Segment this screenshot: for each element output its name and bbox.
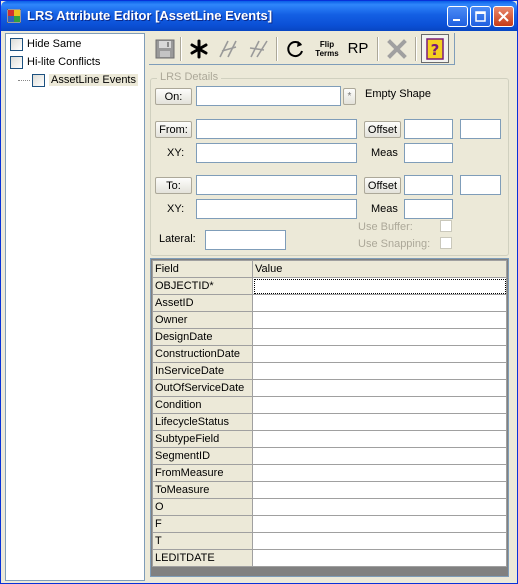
flip-terms-label: Flip Terms [315, 39, 339, 58]
attribute-table [152, 260, 507, 567]
field-name-cell: ConstructionDate [153, 346, 253, 363]
refresh-button[interactable] [282, 35, 308, 62]
on-shape-input[interactable] [196, 86, 341, 106]
field-value-cell[interactable] [253, 397, 507, 414]
field-value-cell[interactable] [253, 414, 507, 431]
field-name-cell: LEDITDATE [153, 550, 253, 567]
field-value-cell[interactable] [253, 329, 507, 346]
save-icon [155, 39, 175, 59]
from-button[interactable]: From: [155, 121, 192, 138]
lateral-input[interactable] [205, 230, 286, 250]
table-row[interactable] [153, 363, 507, 380]
field-value-cell[interactable] [253, 550, 507, 567]
flip-terms-button[interactable] [313, 35, 341, 62]
table-row[interactable] [153, 278, 507, 295]
use-buffer-label: Use Buffer: [358, 221, 413, 233]
field-name-cell: OutOfServiceDate [153, 380, 253, 397]
field-value-cell[interactable] [253, 278, 507, 295]
table-row[interactable] [153, 312, 507, 329]
maximize-button[interactable] [470, 6, 491, 27]
field-value-cell[interactable] [253, 431, 507, 448]
use-buffer-checkbox[interactable] [440, 220, 452, 232]
lrs-details-title: LRS Details [157, 71, 221, 83]
field-name-cell: DesignDate [153, 329, 253, 346]
delete-x-icon [386, 38, 408, 60]
field-value-cell[interactable] [253, 363, 507, 380]
field-value-cell[interactable] [253, 482, 507, 499]
use-snapping-label: Use Snapping: [358, 238, 431, 250]
to-xy-input[interactable] [196, 199, 357, 219]
tree-item-label: AssetLine Events [51, 74, 136, 86]
field-value-cell[interactable] [253, 380, 507, 397]
save-button[interactable] [152, 35, 178, 62]
to-meas-input[interactable] [404, 199, 453, 219]
field-value-cell[interactable] [253, 533, 507, 550]
field-name-cell: SegmentID [153, 448, 253, 465]
from-offset-button[interactable]: Offset [364, 121, 401, 138]
field-name-cell: Owner [153, 312, 253, 329]
field-value-cell[interactable] [253, 448, 507, 465]
table-row[interactable] [153, 431, 507, 448]
asterisk-icon [189, 39, 209, 59]
app-icon [7, 9, 21, 23]
field-value-cell[interactable] [253, 312, 507, 329]
table-row[interactable] [153, 380, 507, 397]
to-offset-button[interactable]: Offset [364, 177, 401, 194]
minimize-icon [451, 10, 464, 23]
to-xy-label: XY: [167, 203, 185, 215]
from-meas-input[interactable] [404, 143, 453, 163]
to-meas-label: Meas [371, 203, 398, 215]
on-button[interactable]: On: [155, 88, 192, 105]
toolbar [149, 33, 455, 65]
checkbox-box[interactable] [10, 56, 23, 69]
toolbar-separator [276, 37, 278, 61]
toolbar-separator [377, 37, 379, 61]
field-name-cell: T [153, 533, 253, 550]
from-xy-input[interactable] [196, 143, 357, 163]
field-name-cell: AssetID [153, 295, 253, 312]
to-offset-extra-input[interactable] [460, 175, 501, 195]
use-snapping-checkbox[interactable] [440, 237, 452, 249]
table-row[interactable] [153, 346, 507, 363]
maximize-icon [474, 10, 487, 23]
field-value-cell[interactable] [253, 295, 507, 312]
split-line-icon [218, 39, 240, 59]
tree-item-assetline-events[interactable] [32, 72, 138, 88]
help-button[interactable] [421, 34, 449, 63]
refresh-icon [285, 39, 305, 59]
hide-same-checkbox[interactable] [10, 36, 81, 52]
checkbox-box[interactable] [10, 38, 23, 51]
grid-header-row [153, 261, 507, 278]
empty-shape-label: Empty Shape [365, 88, 432, 100]
to-offset-input[interactable] [404, 175, 453, 195]
table-row[interactable] [153, 499, 507, 516]
hide-same-label: Hide Same [27, 38, 82, 50]
new-feature-button[interactable] [186, 35, 212, 62]
field-name-cell: F [153, 516, 253, 533]
rp-button[interactable]: RP [347, 40, 369, 57]
layer-tree-panel[interactable] [5, 33, 145, 581]
from-offset-input[interactable] [404, 119, 453, 139]
field-name-cell: ToMeasure [153, 482, 253, 499]
merge-button[interactable] [246, 35, 272, 62]
tree-item-checkbox[interactable] [32, 74, 45, 87]
table-row[interactable] [153, 414, 507, 431]
field-name-cell: LifecycleStatus [153, 414, 253, 431]
from-meas-label: Meas [371, 147, 398, 159]
delete-button[interactable] [383, 35, 411, 62]
merge-line-icon [248, 39, 270, 59]
table-row[interactable] [153, 465, 507, 482]
attribute-grid[interactable] [150, 258, 509, 577]
to-button[interactable]: To: [155, 177, 192, 194]
split-button[interactable] [216, 35, 242, 62]
field-value-cell[interactable] [253, 516, 507, 533]
from-input[interactable] [196, 119, 357, 139]
from-offset-extra-input[interactable] [460, 119, 501, 139]
lateral-label: Lateral: [159, 233, 196, 245]
field-column-header[interactable]: Field [153, 261, 253, 278]
close-icon [497, 10, 510, 23]
field-value-cell[interactable] [253, 499, 507, 516]
field-value-cell[interactable] [253, 465, 507, 482]
field-name-cell: FromMeasure [153, 465, 253, 482]
minimize-button[interactable] [447, 6, 468, 27]
field-name-cell: SubtypeField [153, 431, 253, 448]
hilite-conflicts-checkbox[interactable] [10, 54, 100, 70]
field-name-cell: O [153, 499, 253, 516]
help-question-icon [425, 38, 445, 60]
from-xy-label: XY: [167, 147, 185, 159]
table-row[interactable] [153, 516, 507, 533]
star-button[interactable]: * [343, 88, 356, 105]
field-value-cell[interactable] [253, 346, 507, 363]
value-column-header[interactable]: Value [253, 261, 507, 278]
to-input[interactable] [196, 175, 357, 195]
table-row[interactable] [153, 329, 507, 346]
table-row[interactable] [153, 533, 507, 550]
toolbar-separator [415, 37, 417, 61]
svg-text:?: ? [430, 40, 440, 59]
table-row[interactable] [153, 397, 507, 414]
table-row[interactable] [153, 482, 507, 499]
toolbar-separator [180, 37, 182, 61]
field-name-cell: Condition [153, 397, 253, 414]
close-window-button[interactable] [493, 6, 514, 27]
hilite-conflicts-label: Hi-lite Conflicts [27, 56, 101, 68]
table-row[interactable] [153, 448, 507, 465]
table-row[interactable] [153, 295, 507, 312]
table-row[interactable] [153, 550, 507, 567]
tree-connector [18, 80, 30, 81]
field-name-cell: OBJECTID* [153, 278, 253, 295]
title-bar[interactable] [1, 1, 517, 31]
window-title: LRS Attribute Editor [AssetLine Events] [27, 8, 273, 23]
field-name-cell: InServiceDate [153, 363, 253, 380]
